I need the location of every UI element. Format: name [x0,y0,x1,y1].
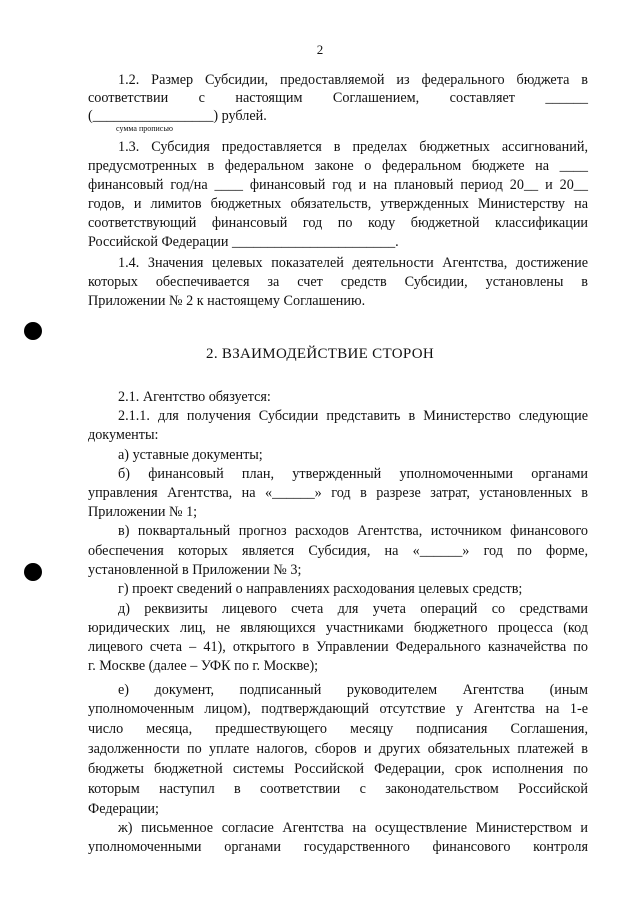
text-line: (_________________) рублей. [88,108,267,124]
text-line: г. Москве (далее – УФК по г. Москве); [88,658,319,674]
text-line: установленной в Приложении № 3; [88,562,302,578]
text-line: Приложении № 1; [88,504,198,520]
text-line: 1.4. Значения целевых показателей деятельности Агентства, достижение [118,255,588,271]
text-line: документы: [88,427,159,443]
text-line: юридических лиц, не являющихся участниками бюджетного процесса (код [88,620,588,636]
text-line: б) финансовый план, утвержденный уполномоченными органами [118,466,588,482]
text-line: 2.1. Агентство обязуется: [118,389,271,405]
text-line: предусмотренных в федеральном законе о федеральном бюджете на ____ [88,158,588,174]
text-line: д) реквизиты лицевого счета для учета операций со средствами [118,601,588,617]
text-line: Приложении № 2 к настоящему Соглашению. [88,293,366,309]
text-line: 2.1.1. для получения Субсидии представить в Министерство следующие [118,408,588,424]
text-line: е) документ, подписанный руководителем Агентства (иным [118,682,588,698]
text-line: задолженности по уплате налогов, сборов и других обязательных платежей в [88,741,588,757]
text-line: Федерации; [88,801,159,817]
text-line: соответствующий финансовый год по коду бюджетной классификации [88,215,588,231]
text-line: уполномоченными органами государственного финансового контроля [88,839,588,855]
text-line: бюджеты бюджетной системы Российской Федерации, срок исполнения по [88,761,588,777]
punch-hole-top [24,322,42,340]
text-line: годов, и лимитов бюджетных обязательств, утвержденных Министерству на [88,196,588,212]
text-line: 1.2. Размер Субсидии, предоставляемой из федерального бюджета в [118,72,588,88]
text-line: финансовый год/на ____ финансовый год и на плановый период 20__ и 20__ [88,177,588,193]
text-line: управления Агентства, на «______» год в разрезе затрат, установленных в [88,485,588,501]
text-line: Российской Федерации _______________________. [88,234,399,250]
text-line: соответствии с настоящим Соглашением, составляет ______ [88,90,588,106]
text-line: лицевого счета – 41), открытого в Управлении Федерального казначейства по [88,639,588,655]
text-line: число месяца, предшествующего месяцу подписания Соглашения, [88,721,588,737]
section-heading: 2. ВЗАИМОДЕЙСТВИЕ СТОРОН [206,346,434,362]
text-line: которым наступил в соответствии с законодательством Российской [88,781,588,797]
punch-hole-bottom [24,563,42,581]
page-number: 2 [316,42,324,57]
text-line: которых обеспечивается за счет средств Субсидии, установлены в [88,274,588,290]
text-line: 1.3. Субсидия предоставляется в пределах бюджетных ассигнований, [118,139,588,155]
caption-sum-in-words: сумма прописью [116,124,173,133]
text-line: ж) письменное согласие Агентства на осуществление Министерством и [118,820,588,836]
text-line: г) проект сведений о направлениях расходования целевых средств; [118,581,523,597]
text-line: уполномоченным лицом), подтверждающий отсутствие у Агентства на 1-е [88,701,588,717]
text-line: обеспечения которых является Субсидия, на «______» год по форме, [88,543,588,559]
text-line: а) уставные документы; [118,447,263,463]
text-line: в) поквартальный прогноз расходов Агентства, источником финансового [118,523,588,539]
